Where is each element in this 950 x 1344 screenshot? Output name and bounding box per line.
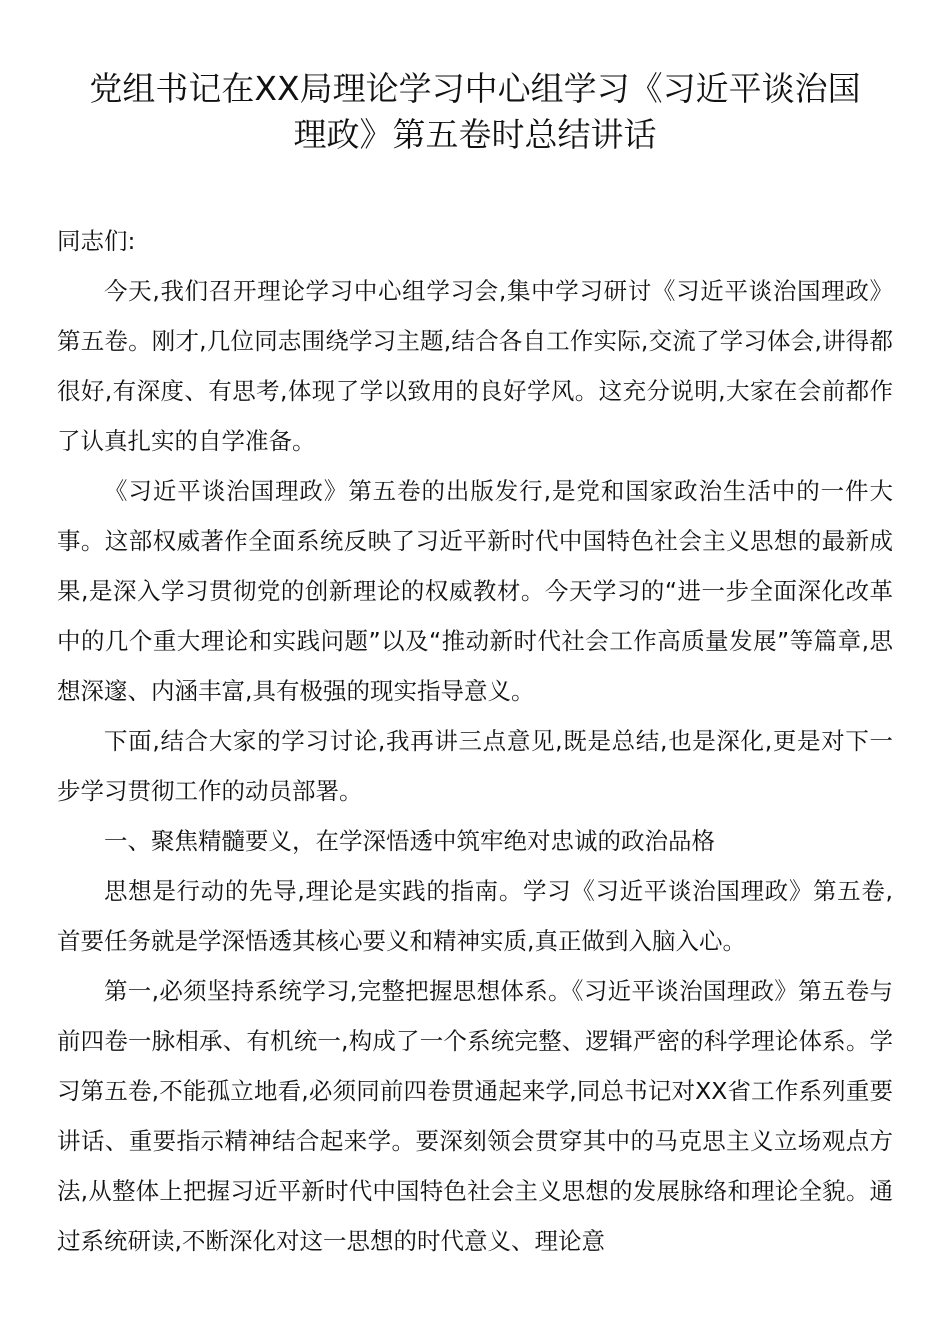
- paragraph-intro: 今天,我们召开理论学习中心组学习会,集中学习研讨《习近平谈治国理政》第五卷。刚才,几位同志围绕学习主题,结合各自工作实际,交流了学习体会,讲得都很好,有深度、有思考,体现了学以致用的良好学风。这充分说明,大家在会前都作了认真扎实的自学准备。: [57, 277, 893, 455]
- document-body: [57, 216, 893, 1266]
- document-title: [57, 66, 893, 158]
- title-line-2: 理政》第五卷时总结讲话: [293, 115, 657, 154]
- section-1-heading: 一、聚焦精髓要义，在学深悟透中筑牢绝对忠诚的政治品格: [104, 827, 715, 855]
- title-line-1: 党组书记在XX局理论学习中心组学习《习近平谈治国: [89, 69, 861, 108]
- paragraph-three-points: 下面,结合大家的学习讨论,我再讲三点意见,既是总结,也是深化,更是对下一步学习贯彻工作的动员部署。: [57, 727, 893, 805]
- section-1-paragraph-2: 第一,必须坚持系统学习,完整把握思想体系。《习近平谈治国理政》第五卷与前四卷一脉相承、有机统一,构成了一个系统完整、逻辑严密的科学理论体系。学习第五卷,不能孤立地看,必须同前四卷贯通起来学,同总书记对XX省工作系列重要讲话、重要指示精神结合起来学。要深刻领会贯穿其中的马克思主义立场观点方法,从整体上把握习近平新时代中国特色社会主义思想的发展脉络和理论全貌。通过系统研读,不断深化对这一思想的时代意义、理论意: [57, 977, 893, 1255]
- section-1-paragraph-1: 思想是行动的先导,理论是实践的指南。学习《习近平谈治国理政》第五卷,首要任务就是学深悟透其核心要义和精神实质,真正做到入脑入心。: [57, 877, 893, 955]
- greeting: 同志们:: [57, 227, 136, 255]
- paragraph-book-significance: 《习近平谈治国理政》第五卷的出版发行,是党和国家政治生活中的一件大事。这部权威著作全面系统反映了习近平新时代中国特色社会主义思想的最新成果,是深入学习贯彻党的创新理论的权威教材。今天学习的“进一步全面深化改革中的几个重大理论和实践问题”以及“推动新时代社会工作高质量发展”等篇章,思想深邃、内涵丰富,具有极强的现实指导意义。: [57, 477, 893, 705]
